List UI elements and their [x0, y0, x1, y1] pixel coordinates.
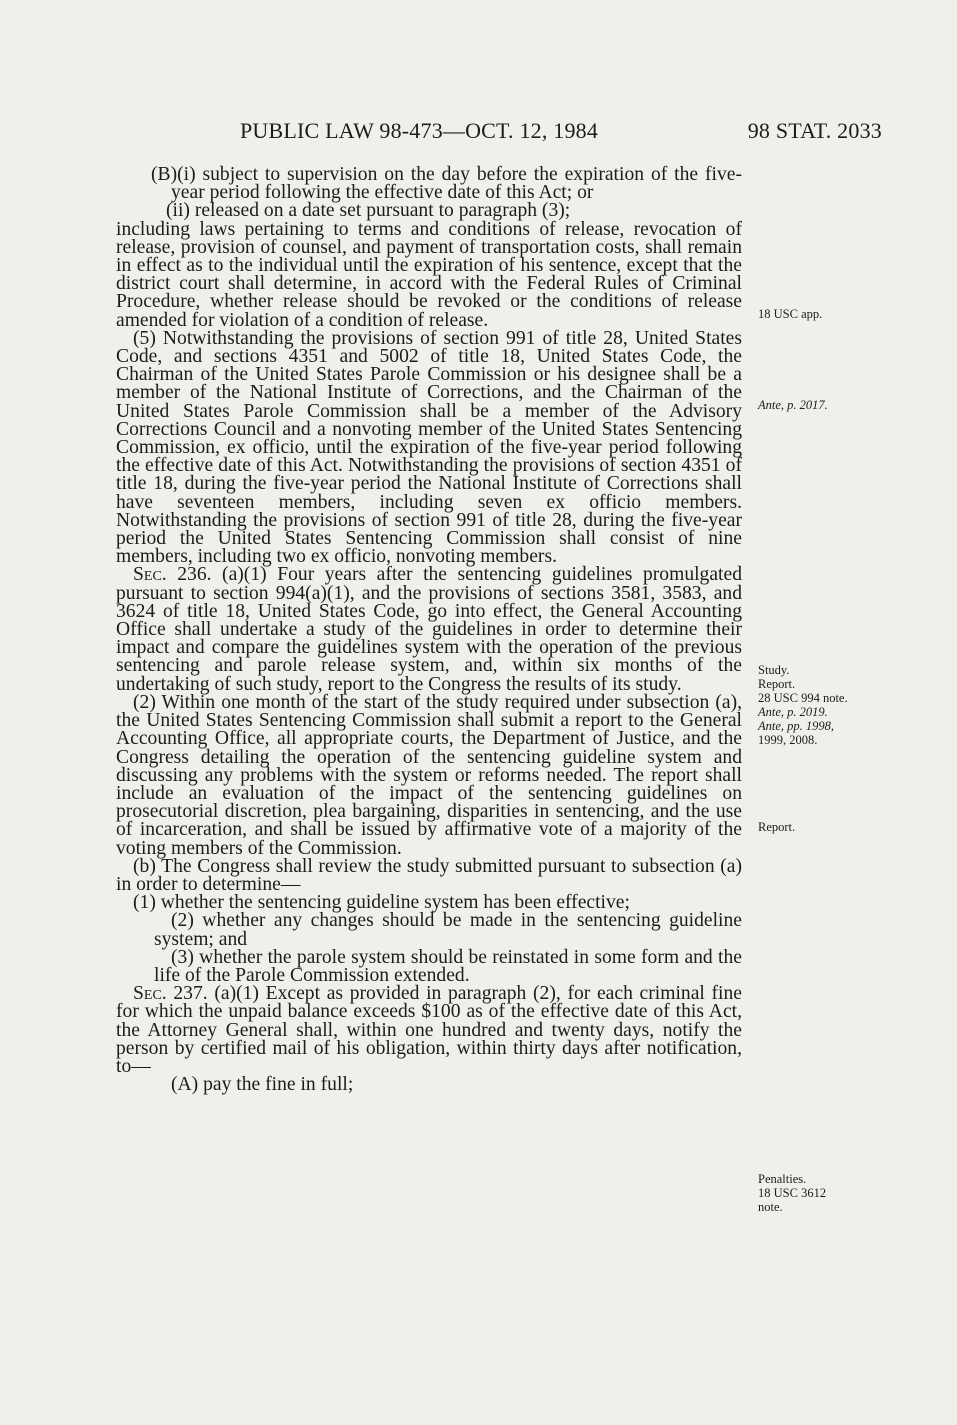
margin-note-text: 28 USC 994 note.: [758, 691, 848, 705]
paragraph-b: (b) The Congress shall review the study submitted pursuant to subsection (a) in order to determine—: [116, 855, 742, 895]
margin-note-text: Report.: [758, 677, 796, 691]
running-head: PUBLIC LAW 98-473—OCT. 12, 1984: [240, 118, 599, 143]
section-label: Sec.: [133, 983, 167, 1005]
margin-note-penalties: [758, 1172, 826, 1214]
statute-page-number: 98 STAT. 2033: [747, 118, 882, 143]
margin-note-citation: [758, 307, 822, 321]
section-237-text: 237. (a)(1) Except as provided in paragraph (2), for each criminal fine for which the unpaid balance exceeds $100 as of the effective date of this Act, the Attorney General shall, within one hundred and twenty days, notify the person by certified mail of his obligation, within thirty days after notification, to—: [116, 983, 742, 1077]
margin-note-ante: [758, 398, 828, 412]
margin-note-text: Penalties.: [758, 1172, 807, 1186]
section-label: Sec.: [133, 564, 167, 586]
paragraph-b-i: (B)(i) subject to supervision on the day before the expiration of the five-year period following the effective date of this Act; or: [151, 164, 742, 204]
paragraph-5: (5) Notwithstanding the provisions of section 991 of title 28, United States Code, and sections 4351 and 5002 of title 18, United States Code, the Chairman of the United States Parole Commission or his designee shall be a member of the National Institute of Corrections, and the Chairman of the United States Parole Commission shall be a member of the Advisory Corrections Council and a nonvoting member of the United States Sentencing Commission, ex officio, until the expiration of the five-year period following the effective date of this Act. Notwithstanding the provisions of section 4351 of title 18, during the five-year period the National Institute of Corrections shall have seventeen members, including seven ex officio members. Notwithstanding the provisions of section 991 of title 28, during the five-year period the United States Sentencing Commission shall consist of nine members, including two ex officio, nonvoting members.: [116, 327, 742, 568]
section-236: [116, 566, 742, 693]
margin-note-text: Ante, p. 2017.: [758, 398, 828, 412]
margin-note-text: 1999, 2008.: [758, 733, 818, 747]
section-237: [116, 985, 742, 1076]
list-item-3: (3) whether the parole system should be reinstated in some form and the life of the Parole Commission extended.: [154, 946, 742, 986]
paragraph-ii: (ii) released on a date set pursuant to paragraph (3);: [166, 200, 571, 222]
margin-notes: [758, 0, 908, 1425]
margin-note-study: [758, 663, 848, 747]
margin-note-text: Ante, p. 2019.: [758, 705, 828, 719]
paragraph-a-2: (2) Within one month of the start of the study required under subsection (a), the United States Sentencing Commission shall submit a report to the General Accounting Office, all appropriate courts, the Department of Justice, and the Congress detailing the operation of the sentencing guideline system and discussing any problems with the system or reforms needed. The report shall include an evaluation of the impact of the sentencing guidelines on prosecutorial discretion, plea bargaining, disparities in sentencing, and the use of incarceration, and shall be issued by affirmative vote of a majority of the voting members of the Commission.: [116, 691, 742, 859]
margin-note-text: 18 USC 3612: [758, 1186, 827, 1200]
margin-note-text: note.: [758, 1200, 783, 1214]
margin-note-text: Study.: [758, 663, 790, 677]
list-item-A: (A) pay the fine in full;: [171, 1074, 354, 1096]
list-item-1: (1) whether the sentencing guideline system has been effective;: [133, 892, 630, 914]
margin-note-text: Ante, pp. 1998,: [758, 719, 835, 733]
section-236-text: 236. (a)(1) Four years after the sentencing guidelines promulgated pursuant to section 994(a)(1), and the provisions of sections 3581, 3583, and 3624 of title 18, United States Code, go into effect, the General Accounting Office shall undertake a study of the guidelines in order to determine their impact and compare the guidelines system with the operation of the previous sentencing and parole release system, and, within six months of the undertaking of such study, report to the Congress the results of its study.: [116, 564, 742, 695]
body-text: [116, 166, 742, 1094]
list-item-2: (2) whether any changes should be made in the sentencing guideline system; and: [154, 910, 742, 950]
margin-note-text: 18 USC app.: [758, 307, 823, 321]
margin-note-text: Report.: [758, 820, 796, 834]
paragraph-including: including laws pertaining to terms and conditions of release, revocation of release, provision of counsel, and payment of transportation costs, shall remain in effect as to the individual until the expiration of his sentence, except that the district court shall determine, in accord with the Federal Rules of Criminal Procedure, whether release should be revoked or the conditions of release amended for violation of a condition of release.: [116, 218, 742, 331]
margin-note-report: [758, 820, 795, 834]
